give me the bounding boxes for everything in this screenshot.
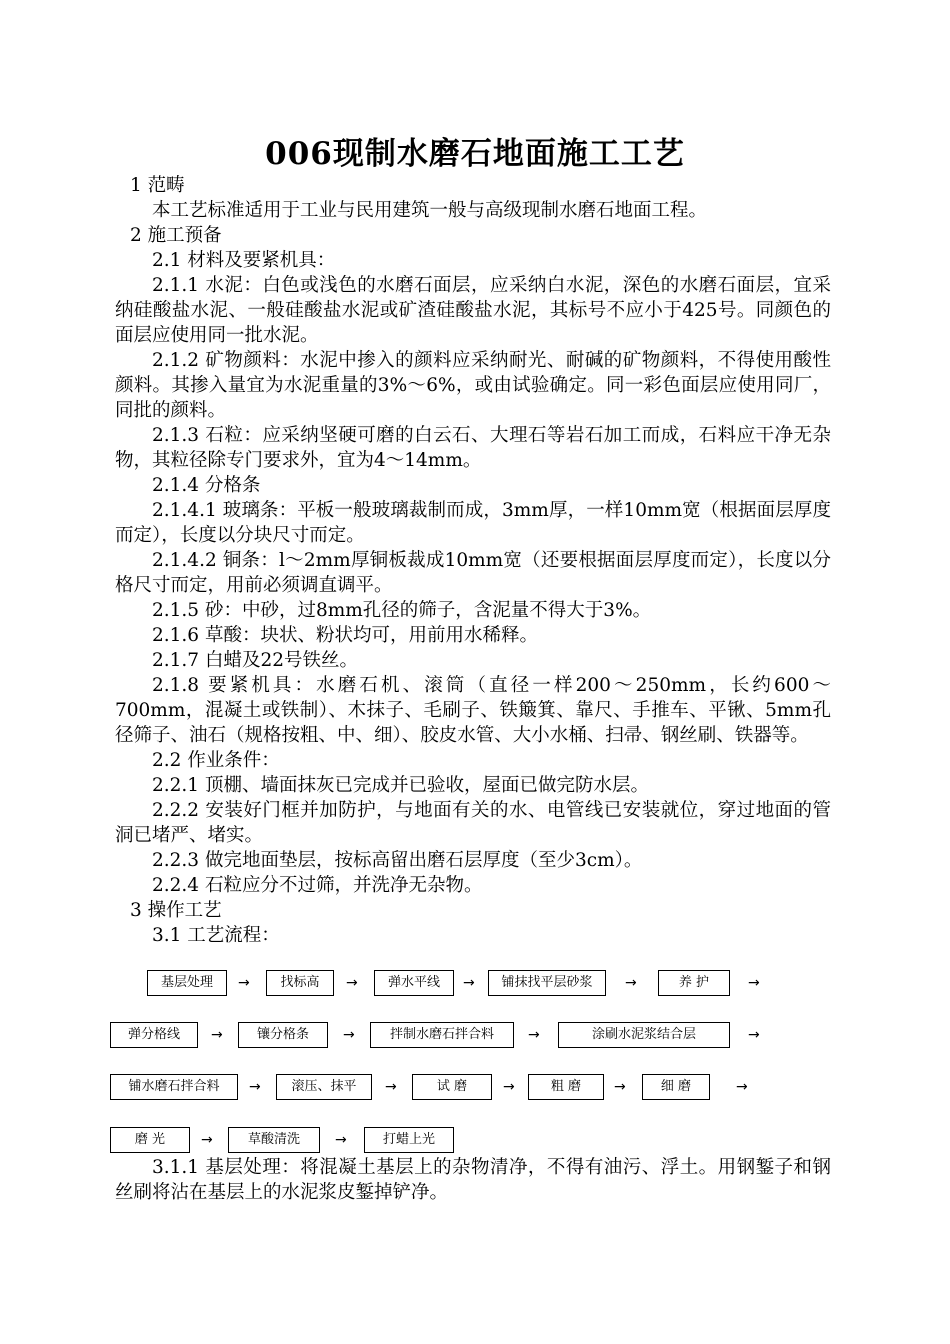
- flow-step: 弹水平线: [374, 970, 454, 996]
- paragraph: 2.1.3 石粒：应采纳坚硬可磨的白云石、大理石等岩石加工而成，石料应干净无杂物，其粒径除专门要求外，宜为4～14mm。: [115, 425, 831, 471]
- arrow-icon: →: [528, 1027, 540, 1043]
- arrow-icon: →: [748, 1027, 760, 1043]
- arrow-icon: →: [211, 1027, 223, 1043]
- flow-step: 磨 光: [110, 1127, 190, 1153]
- paragraph: 2.2.2 安装好门框并加防护，与地面有关的水、电管线已安装就位，穿过地面的管洞已堵严、堵实。: [115, 800, 831, 846]
- paragraph: 2.1.7 白蜡及22号铁丝。: [152, 650, 358, 671]
- arrow-icon: →: [249, 1079, 261, 1095]
- subsection-heading: 2.2 作业条件：: [152, 750, 280, 771]
- flow-step: 拌制水磨石拌合料: [370, 1022, 514, 1048]
- subsection-heading: 2.1 材料及要紧机具：: [152, 250, 336, 271]
- body-text-bottom: [115, 1155, 831, 1205]
- arrow-icon: →: [238, 975, 250, 991]
- flow-step: 粗 磨: [528, 1074, 604, 1100]
- paragraph: 2.1.2 矿物颜料：水泥中掺入的颜料应采纳耐光、耐碱的矿物颜料，不得使用酸性颜料。其掺入量宜为水泥重量的3%～6%，或由试验确定。同一彩色面层应使用同厂，同批的颜料。: [115, 350, 831, 421]
- flow-step: 涂刷水泥浆结合层: [558, 1022, 730, 1048]
- flow-step: 镶分格条: [238, 1022, 328, 1048]
- flow-step: 试 磨: [412, 1074, 492, 1100]
- section-heading: 1 范畴: [130, 175, 185, 196]
- paragraph: 2.2.4 石粒应分不过筛，并洗净无杂物。: [152, 875, 483, 896]
- paragraph: 2.2.1 顶棚、墙面抹灰已完成并已验收，屋面已做完防水层。: [152, 775, 649, 796]
- arrow-icon: →: [343, 1027, 355, 1043]
- arrow-icon: →: [503, 1079, 515, 1095]
- flow-step: 滚压、抹平: [276, 1074, 372, 1100]
- arrow-icon: →: [736, 1079, 748, 1095]
- flow-step: 养 护: [658, 970, 730, 996]
- paragraph: 3.1.1 基层处理：将混凝土基层上的杂物清净，不得有油污、浮土。用钢錾子和钢丝刷将沾在基层上的水泥浆皮錾掉铲净。: [115, 1157, 831, 1203]
- arrow-icon: →: [335, 1132, 347, 1148]
- arrow-icon: →: [625, 975, 637, 991]
- arrow-icon: →: [748, 975, 760, 991]
- paragraph: 2.1.6 草酸：块状、粉状均可，用前用水稀释。: [152, 625, 538, 646]
- paragraph: 2.1.4.2 铜条：l～2mm厚铜板裁成10mm宽（还要根据面层厚度而定），长度以分格尺寸而定，用前必须调直调平。: [115, 550, 831, 596]
- flow-step: 基层处理: [147, 970, 227, 996]
- paragraph: 2.2.3 做完地面垫层，按标高留出磨石层厚度（至少3cm）。: [152, 850, 643, 871]
- flow-step: 铺抹找平层砂浆: [488, 970, 606, 996]
- flow-step: 弹分格线: [110, 1022, 198, 1048]
- arrow-icon: →: [201, 1132, 213, 1148]
- paragraph: 2.1.5 砂：中砂，过8mm孔径的筛子，含泥量不得大于3%。: [152, 600, 652, 621]
- subsection-heading: 2.1.4 分格条: [152, 475, 261, 496]
- paragraph: 2.1.4.1 玻璃条：平板一般玻璃裁制而成，3mm厚，一样10mm宽（根据面层厚度而定），长度以分块尺寸而定。: [115, 500, 831, 546]
- flow-step: 找标高: [266, 970, 334, 996]
- document-title: 006现制水磨石地面施工工艺: [265, 136, 685, 172]
- flow-step: 细 磨: [642, 1074, 710, 1100]
- arrow-icon: →: [614, 1079, 626, 1095]
- paragraph: 2.1.8 要紧机具：水磨石机、滚筒（直径一样200～250mm，长约600～700mm，混凝土或铁制）、木抹子、毛刷子、铁簸箕、靠尺、手推车、平锹、5mm孔径筛子、油石（规格按粗、中、细）、胶皮水管、大小水桶、扫帚、钢丝刷、铁器等。: [115, 675, 831, 746]
- flow-step: 打蜡上光: [364, 1127, 454, 1153]
- paragraph: 本工艺标准适用于工业与民用建筑一般与高级现制水磨石地面工程。: [152, 200, 708, 221]
- section-heading: 2 施工预备: [130, 225, 222, 246]
- flow-step: 铺水磨石拌合料: [110, 1074, 238, 1100]
- arrow-icon: →: [385, 1079, 397, 1095]
- arrow-icon: →: [346, 975, 358, 991]
- paragraph: 2.1.1 水泥：白色或浅色的水磨石面层，应采纳白水泥，深色的水磨石面层，宜采纳硅酸盐水泥、一般硅酸盐水泥或矿渣硅酸盐水泥，其标号不应小于425号。同颜色的面层应使用同一批水泥。: [115, 275, 831, 346]
- section-heading: 3 操作工艺: [130, 900, 222, 921]
- arrow-icon: →: [463, 975, 475, 991]
- flow-step: 草酸清洗: [228, 1127, 320, 1153]
- subsection-heading: 3.1 工艺流程：: [152, 925, 280, 946]
